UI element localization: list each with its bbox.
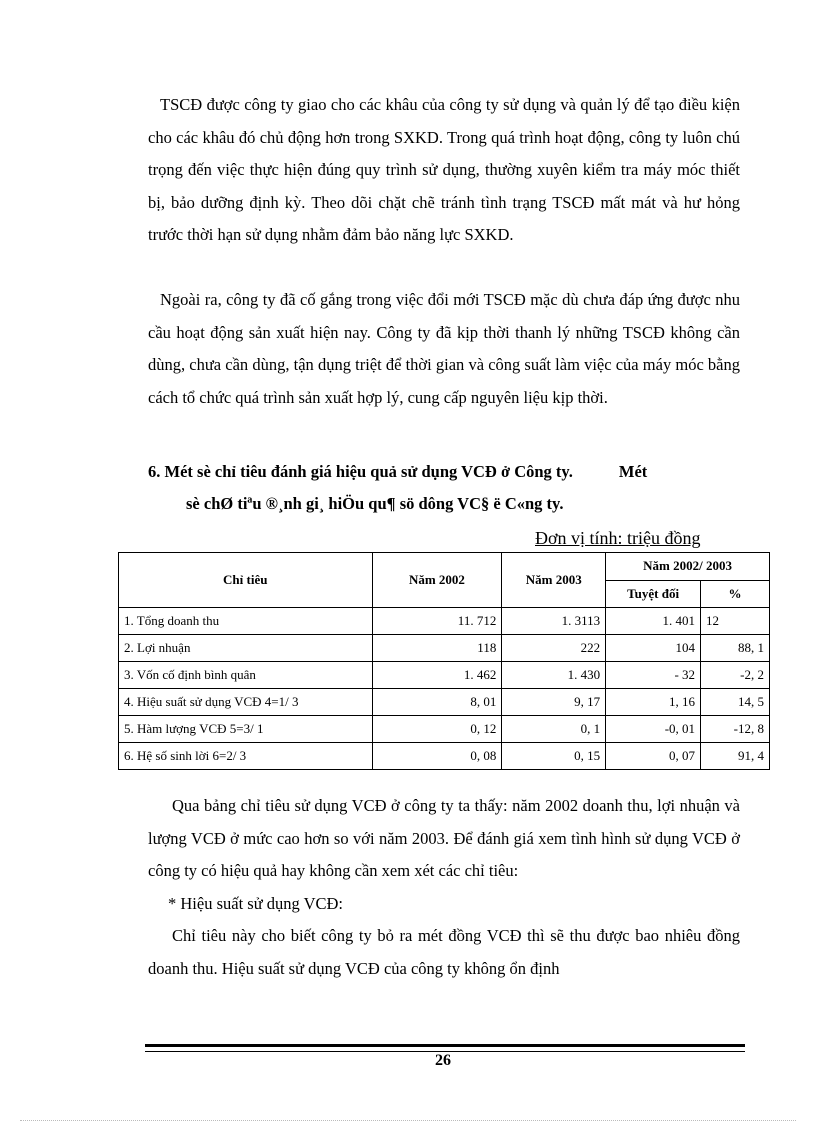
cell-2003: 0, 15 bbox=[502, 743, 606, 770]
cell-absolute: 0, 07 bbox=[606, 743, 701, 770]
cell-2003: 9, 17 bbox=[502, 689, 606, 716]
cell-2002: 0, 12 bbox=[372, 716, 502, 743]
cell-absolute: 1. 401 bbox=[606, 608, 701, 635]
row-label: 1. Tổng doanh thu bbox=[119, 608, 373, 635]
page-number: 26 bbox=[435, 1052, 451, 1069]
cell-2002: 118 bbox=[372, 635, 502, 662]
analysis-section bbox=[148, 790, 740, 985]
row-label: 5. Hàm lượng VCĐ 5=3/ 1 bbox=[119, 716, 373, 743]
header-absolute: Tuyệt đối bbox=[606, 580, 701, 608]
table-row bbox=[119, 716, 770, 743]
paragraph-efficiency-explanation: Chỉ tiêu này cho biết công ty bỏ ra mét đồng VCĐ thì sẽ thu được bao nhiêu đồng doanh thu. Hiệu suất sử dụng VCĐ của công ty không ổn định bbox=[148, 926, 740, 978]
cell-2002: 0, 08 bbox=[372, 743, 502, 770]
cell-percent: 91, 4 bbox=[701, 743, 770, 770]
section-heading bbox=[148, 456, 748, 520]
cell-percent: 14, 5 bbox=[701, 689, 770, 716]
cell-percent: -2, 2 bbox=[701, 662, 770, 689]
cell-absolute: 1, 16 bbox=[606, 689, 701, 716]
cell-2003: 1. 3113 bbox=[502, 608, 606, 635]
header-year-2002: Năm 2002 bbox=[372, 553, 502, 608]
cell-2003: 1. 430 bbox=[502, 662, 606, 689]
table-row bbox=[119, 635, 770, 662]
table-row bbox=[119, 689, 770, 716]
footer-double-rule bbox=[145, 1044, 745, 1052]
bullet-fixed-capital-efficiency: * Hiệu suất sử dụng VCĐ: bbox=[168, 893, 344, 913]
header-indicator: Chỉ tiêu bbox=[119, 553, 373, 608]
page-edge-divider bbox=[20, 1120, 796, 1121]
cell-2003: 0, 1 bbox=[502, 716, 606, 743]
unit-note: Đơn vị tính: triệu đồng bbox=[535, 528, 701, 548]
paragraph-table-analysis: Qua bảng chỉ tiêu sử dụng VCĐ ở công ty ta thấy: năm 2002 doanh thu, lợi nhuận và lượng VCĐ ở mức cao hơn so với năm 2003. Để đánh giá xem tình hình sử dụng VCĐ ở công ty có hiệu quả hay không cần xem xét các chỉ tiêu: bbox=[148, 796, 740, 880]
cell-percent: 88, 1 bbox=[701, 635, 770, 662]
cell-2003: 222 bbox=[502, 635, 606, 662]
header-comparison: Năm 2002/ 2003 bbox=[606, 553, 770, 581]
paragraph-tscd-assignment: TSCĐ được công ty giao cho các khâu của công ty sử dụng và quản lý để tạo điều kiện cho các khâu đó chủ động hơn trong SXKD. Trong quá trình hoạt động, công ty luôn chú trọng đến việc thực hiện đúng quy trình sử dụng, thường xuyên kiểm tra máy móc thiết bị, bảo dưỡng định kỳ. Theo dõi chặt chẽ tránh tình trạng TSCĐ mất mát và hư hỏng trước thời hạn sử dụng nhằm đảm bảo năng lực SXKD. bbox=[148, 95, 740, 244]
table-row bbox=[119, 743, 770, 770]
table-row bbox=[119, 608, 770, 635]
row-label: 6. Hệ số sinh lời 6=2/ 3 bbox=[119, 743, 373, 770]
cell-absolute: -0, 01 bbox=[606, 716, 701, 743]
row-label: 3. Vốn cố định bình quân bbox=[119, 662, 373, 689]
section-heading-garbled-word: Mét bbox=[618, 462, 648, 481]
header-percent: % bbox=[701, 580, 770, 608]
table-row bbox=[119, 662, 770, 689]
paragraph-tscd-renewal: Ngoài ra, công ty đã cố gắng trong việc đổi mới TSCĐ mặc dù chưa đáp ứng được nhu cầu hoạt động sản xuất hiện nay. Công ty đã kịp thời thanh lý những TSCĐ không cần dùng, chưa cần dùng, tận dụng triệt để thời gian và công suất làm việc của máy móc bằng cách tổ chức quá trình sản xuất hợp lý, cung cấp nguyên liệu kịp thời. bbox=[148, 290, 740, 407]
cell-absolute: - 32 bbox=[606, 662, 701, 689]
cell-percent: 12 bbox=[701, 608, 770, 635]
cell-percent: -12, 8 bbox=[701, 716, 770, 743]
table-header-row bbox=[119, 553, 770, 581]
cell-2002: 11. 712 bbox=[372, 608, 502, 635]
cell-absolute: 104 bbox=[606, 635, 701, 662]
cell-2002: 8, 01 bbox=[372, 689, 502, 716]
section-heading-line2: sè chØ tiªu ®¸nh gi¸ hiÖu qu¶ sö dông VC§ ë C«ng ty. bbox=[186, 494, 564, 513]
indicator-table bbox=[118, 552, 770, 770]
cell-2002: 1. 462 bbox=[372, 662, 502, 689]
section-heading-line1 bbox=[148, 456, 748, 488]
section-heading-title: 6. Mét sè chỉ tiêu đánh giá hiệu quả sử dụng VCĐ ở Công ty. bbox=[148, 462, 573, 481]
row-label: 2. Lợi nhuận bbox=[119, 635, 373, 662]
row-label: 4. Hiệu suất sử dụng VCĐ 4=1/ 3 bbox=[119, 689, 373, 716]
header-year-2003: Năm 2003 bbox=[502, 553, 606, 608]
